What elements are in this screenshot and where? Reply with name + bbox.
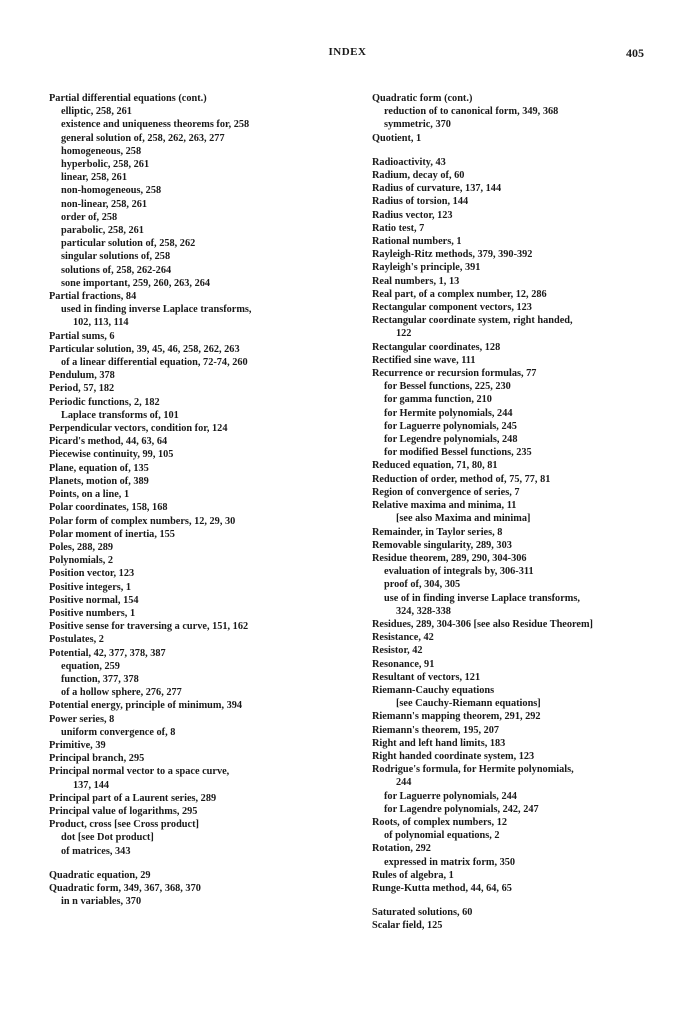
index-subentry: for Legendre polynomials, 248: [384, 434, 518, 446]
index-entry: Resistance, 42: [372, 632, 434, 644]
index-entry: Positive integers, 1: [49, 581, 132, 593]
index-subentry: reduction of to canonical form, 349, 368: [384, 106, 559, 118]
index-entry: Real numbers, 1, 13: [372, 275, 460, 287]
page-title: INDEX: [328, 46, 367, 58]
index-entry: Points, on a line, 1: [49, 489, 130, 501]
index-subentry: singular solutions of, 258: [61, 251, 171, 263]
index-entry: Rational numbers, 1: [372, 236, 462, 248]
index-entry: Ratio test, 7: [372, 222, 425, 234]
index-subentry: uniform convergence of, 8: [61, 726, 176, 738]
index-entry: Polar moment of inertia, 155: [49, 528, 175, 540]
index-subentry: for gamma function, 210: [384, 394, 492, 406]
index-subentry: solutions of, 258, 262-264: [61, 264, 172, 276]
index-entry: Region of convergence of series, 7: [372, 486, 520, 498]
index-subentry: homogeneous, 258: [61, 145, 142, 157]
index-entry: Quadratic form (cont.): [372, 93, 473, 104]
index-entry: Reduction of order, method of, 75, 77, 81: [372, 473, 551, 485]
index-entry: Removable singularity, 289, 303: [372, 539, 512, 551]
index-entry: Scalar field, 125: [372, 920, 443, 932]
index-entry: Postulates, 2: [49, 634, 104, 646]
index-subentry: general solution of, 258, 262, 263, 277: [61, 132, 225, 144]
index-subentry: equation, 259: [61, 660, 120, 672]
index-entry: Plane, equation of, 135: [49, 462, 149, 474]
index-subentry: [see also Maxima and minima]: [396, 513, 531, 525]
section-gap: [49, 858, 314, 869]
index-subentry: dot [see Dot product]: [61, 832, 154, 844]
index-subentry: use of in finding inverse Laplace transforms,: [384, 592, 580, 604]
index-subentry: [see Cauchy-Riemann equations]: [396, 698, 541, 710]
index-subentry: 244: [396, 777, 412, 789]
section-gap: [372, 895, 662, 906]
index-entry: Principal value of logarithms, 295: [49, 805, 198, 817]
index-subentry: linear, 258, 261: [61, 172, 127, 184]
index-entry: Roots, of complex numbers, 12: [372, 816, 507, 828]
index-entry: Right handed coordinate system, 123: [372, 750, 535, 762]
index-entry: Rectangular component vectors, 123: [372, 302, 532, 314]
index-subentry: of a hollow sphere, 276, 277: [61, 687, 182, 699]
index-subentry: for Bessel functions, 225, 230: [384, 381, 511, 393]
index-entry: Poles, 288, 289: [49, 541, 114, 553]
index-entry: Radius of torsion, 144: [372, 196, 469, 208]
index-entry: Positive sense for traversing a curve, 151, 162: [49, 621, 249, 633]
index-entry: Resonance, 91: [372, 658, 435, 670]
index-entry: Radium, decay of, 60: [372, 170, 465, 182]
index-entry: Planets, motion of, 389: [49, 475, 149, 487]
index-entry: Polynomials, 2: [49, 555, 114, 567]
index-subentry: 137, 144: [73, 779, 110, 791]
index-entry: Period, 57, 182: [49, 383, 115, 395]
index-entry: Quotient, 1: [372, 132, 422, 144]
index-entry: Positive normal, 154: [49, 594, 139, 606]
index-entry: Riemann's theorem, 195, 207: [372, 724, 500, 736]
index-subentry: parabolic, 258, 261: [61, 225, 144, 237]
index-entry: Principal branch, 295: [49, 753, 145, 765]
index-entry: Piecewise continuity, 99, 105: [49, 449, 174, 461]
index-entry: Riemann's mapping theorem, 291, 292: [372, 711, 541, 723]
index-subentry: for Hermite polynomials, 244: [384, 407, 513, 419]
index-subentry: expressed in matrix form, 350: [384, 856, 516, 868]
index-entry: Radius vector, 123: [372, 209, 453, 221]
index-column-left: [49, 92, 314, 908]
index-entry: Primitive, 39: [49, 739, 106, 751]
index-subentry: proof of, 304, 305: [384, 579, 461, 591]
index-entry: Potential energy, principle of minimum, 394: [49, 700, 243, 712]
index-entry: Quadratic form, 349, 367, 368, 370: [49, 882, 201, 894]
index-entry: Position vector, 123: [49, 568, 135, 580]
index-entry: Periodic functions, 2, 182: [49, 396, 160, 408]
index-entry: Picard's method, 44, 63, 64: [49, 436, 168, 448]
index-subentry: 102, 113, 114: [73, 317, 129, 329]
index-entry: Quadratic equation, 29: [49, 869, 151, 881]
index-subentry: hyperbolic, 258, 261: [61, 159, 150, 171]
index-entry: Resistor, 42: [372, 645, 423, 657]
index-entry: Rectangular coordinate system, right handed,: [372, 315, 573, 327]
index-subentry: sone important, 259, 260, 263, 264: [61, 277, 211, 289]
index-entry: Runge-Kutta method, 44, 64, 65: [372, 882, 512, 894]
index-subentry: in n variables, 370: [61, 896, 142, 908]
index-subentry: order of, 258: [61, 211, 118, 223]
index-entry: Polar form of complex numbers, 12, 29, 30: [49, 515, 236, 527]
index-entry: Rodrigue's formula, for Hermite polynomials,: [372, 764, 574, 776]
index-subentry: non-linear, 258, 261: [61, 198, 148, 210]
index-subentry: elliptic, 258, 261: [61, 106, 132, 118]
index-subentry: function, 377, 378: [61, 673, 139, 685]
index-subentry: of polynomial equations, 2: [384, 830, 500, 842]
index-subentry: 324, 328-338: [396, 605, 451, 617]
index-entry: Resultant of vectors, 121: [372, 671, 481, 683]
index-subentry: Laplace transforms of, 101: [61, 409, 179, 421]
index-subentry: non-homogeneous, 258: [61, 185, 162, 197]
index-entry: Power series, 8: [49, 713, 115, 725]
index-entry: Right and left hand limits, 183: [372, 737, 506, 749]
index-entry: Partial fractions, 84: [49, 291, 137, 303]
index-subentry: particular solution of, 258, 262: [61, 238, 196, 250]
index-subentry: for modified Bessel functions, 235: [384, 447, 532, 459]
index-subentry: for Laguerre polynomials, 245: [384, 420, 517, 432]
index-entry: Perpendicular vectors, condition for, 124: [49, 423, 228, 435]
index-entry: Reduced equation, 71, 80, 81: [372, 460, 498, 472]
index-entry: Partial differential equations (cont.): [49, 93, 207, 104]
index-entry: Relative maxima and minima, 11: [372, 500, 517, 512]
index-subentry: used in finding inverse Laplace transforms,: [61, 304, 252, 316]
index-entry: Recurrence or recursion formulas, 77: [372, 368, 537, 380]
index-subentry: of matrices, 343: [61, 845, 131, 857]
index-entry: Radius of curvature, 137, 144: [372, 183, 502, 195]
index-entry: Saturated solutions, 60: [372, 907, 473, 919]
index-entry: Product, cross [see Cross product]: [49, 819, 199, 831]
index-entry: Rectified sine wave, 111: [372, 354, 476, 366]
index-entry: Rectangular coordinates, 128: [372, 341, 501, 353]
index-subentry: evaluation of integrals by, 306-311: [384, 566, 534, 578]
index-entry: Principal part of a Laurent series, 289: [49, 792, 217, 804]
index-entry: Positive numbers, 1: [49, 607, 136, 619]
index-entry: Rayleigh's principle, 391: [372, 262, 481, 274]
index-entry: Radioactivity, 43: [372, 156, 446, 168]
section-gap: [372, 145, 662, 156]
page-number: 405: [626, 46, 644, 60]
index-entry: Remainder, in Taylor series, 8: [372, 526, 503, 538]
index-entry: Rules of algebra, 1: [372, 869, 454, 881]
index-entry: Residues, 289, 304-306 [see also Residue Theorem]: [372, 618, 593, 630]
index-subentry: existence and uniqueness theorems for, 258: [61, 119, 250, 131]
index-entry: Rayleigh-Ritz methods, 379, 390-392: [372, 249, 533, 261]
index-entry: Real part, of a complex number, 12, 286: [372, 288, 547, 300]
index-column-right: [372, 92, 662, 933]
index-subentry: 122: [396, 328, 412, 340]
index-entry: Partial sums, 6: [49, 330, 115, 342]
index-entry: Rotation, 292: [372, 843, 431, 855]
index-entry: Particular solution, 39, 45, 46, 258, 262, 263: [49, 343, 240, 355]
index-entry: Pendulum, 378: [49, 370, 115, 382]
index-entry: Riemann-Cauchy equations: [372, 684, 495, 696]
page-header: [0, 46, 695, 62]
index-subentry: for Lagendre polynomials, 242, 247: [384, 803, 539, 815]
index-subentry: of a linear differential equation, 72-74, 260: [61, 357, 248, 369]
index-entry: Residue theorem, 289, 290, 304-306: [372, 552, 527, 564]
index-subentry: symmetric, 370: [384, 119, 451, 131]
index-entry: Potential, 42, 377, 378, 387: [49, 647, 166, 659]
index-entry: Polar coordinates, 158, 168: [49, 502, 168, 514]
index-subentry: for Laguerre polynomials, 244: [384, 790, 517, 802]
index-entry: Principal normal vector to a space curve,: [49, 766, 230, 778]
